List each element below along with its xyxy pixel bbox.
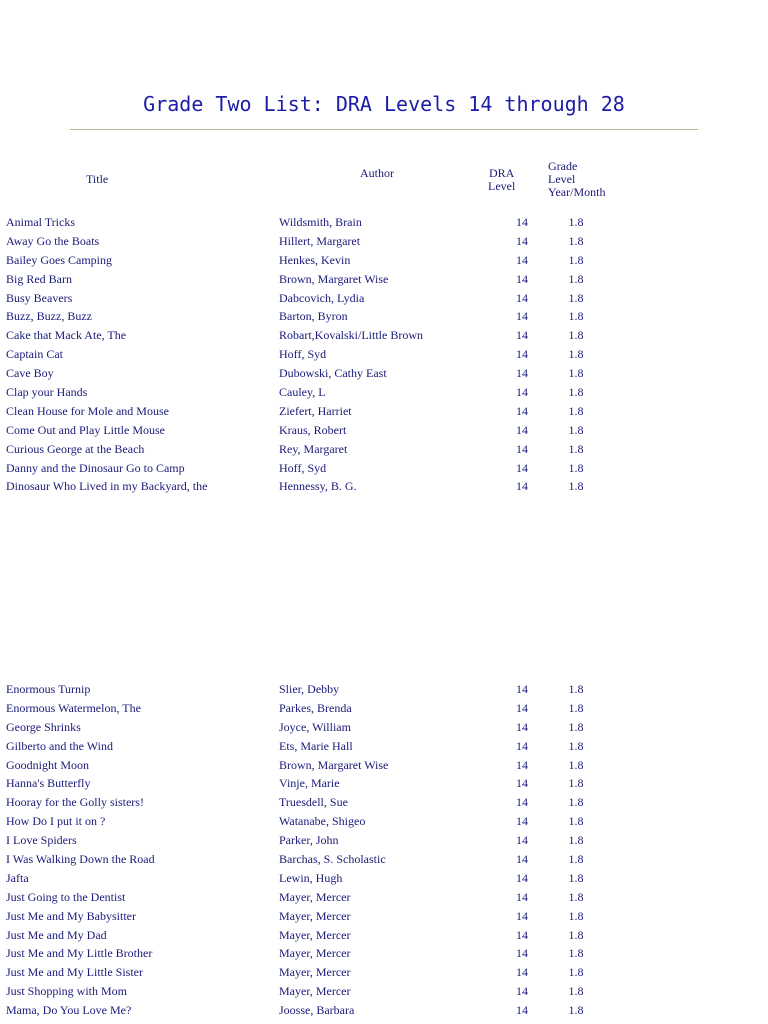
dra-level: 14 <box>516 833 528 848</box>
dra-level: 14 <box>516 908 528 923</box>
book-title: Hanna's Butterfly <box>6 776 91 791</box>
grade-level: 1.8 <box>568 347 584 362</box>
book-title: Goodnight Moon <box>6 757 90 772</box>
dra-level: 14 <box>516 309 528 324</box>
table-row <box>0 756 768 775</box>
book-title: Enormous Watermelon, The <box>6 700 141 715</box>
table-row <box>0 793 768 812</box>
column-header-author: Author <box>360 166 394 180</box>
dra-level: 14 <box>516 252 528 267</box>
table-row <box>0 459 768 478</box>
book-author: Parkes, Brenda <box>279 700 352 715</box>
grade-level: 1.8 <box>568 252 584 267</box>
book-title: Jafta <box>6 870 29 885</box>
grade-level: 1.8 <box>568 1003 584 1018</box>
grade-level: 1.8 <box>568 889 584 904</box>
book-author: Watanabe, Shigeo <box>279 814 366 829</box>
table-row <box>0 364 768 383</box>
book-title: Cave Boy <box>6 366 54 381</box>
grade-level: 1.8 <box>568 776 584 791</box>
grade-level: 1.8 <box>568 814 584 829</box>
dra-level: 14 <box>516 366 528 381</box>
grade-level: 1.8 <box>568 328 584 343</box>
book-title: Just Me and My Little Sister <box>6 965 143 980</box>
grade-level: 1.8 <box>568 833 584 848</box>
table-row <box>0 289 768 308</box>
book-author: Mayer, Mercer <box>279 946 351 961</box>
dra-level: 14 <box>516 1003 528 1018</box>
book-author: Barchas, S. Scholastic <box>279 852 386 867</box>
table-row <box>0 944 768 963</box>
grade-level: 1.8 <box>568 984 584 999</box>
table-row <box>0 345 768 364</box>
grade-level: 1.8 <box>568 700 584 715</box>
book-title: Mama, Do You Love Me? <box>6 1003 132 1018</box>
book-title: Just Me and My Babysitter <box>6 908 136 923</box>
dra-level: 14 <box>516 700 528 715</box>
dra-level: 14 <box>516 441 528 456</box>
book-title: I Love Spiders <box>6 833 77 848</box>
grade-level: 1.8 <box>568 870 584 885</box>
dra-level: 14 <box>516 215 528 229</box>
book-author: Mayer, Mercer <box>279 889 351 904</box>
grade-level: 1.8 <box>568 385 584 400</box>
column-header-grade-level: Grade Level Year/Month <box>548 159 606 199</box>
book-author: Ets, Marie Hall <box>279 738 353 753</box>
grade-level: 1.8 <box>568 441 584 456</box>
grade-level: 1.8 <box>568 403 584 418</box>
book-author: Dubowski, Cathy East <box>279 366 387 381</box>
book-author: Barton, Byron <box>279 309 348 324</box>
table-row <box>0 1001 768 1020</box>
book-title: Just Me and My Dad <box>6 927 107 942</box>
dra-level: 14 <box>516 479 528 494</box>
dra-level: 14 <box>516 738 528 753</box>
table-row <box>0 831 768 850</box>
dra-level: 14 <box>516 814 528 829</box>
table-row <box>0 383 768 402</box>
table-row <box>0 402 768 421</box>
dra-level: 14 <box>516 347 528 362</box>
dra-level: 14 <box>516 776 528 791</box>
book-title: Curious George at the Beach <box>6 441 145 456</box>
title-divider <box>70 129 698 130</box>
book-title: Buzz, Buzz, Buzz <box>6 309 92 324</box>
book-title: Enormous Turnip <box>6 682 91 696</box>
book-author: Truesdell, Sue <box>279 795 348 810</box>
dra-level: 14 <box>516 965 528 980</box>
book-title: Just Me and My Little Brother <box>6 946 153 961</box>
grade-level: 1.8 <box>568 422 584 437</box>
dra-level: 14 <box>516 290 528 305</box>
table-row <box>0 477 768 496</box>
grade-level: 1.8 <box>568 908 584 923</box>
grade-level: 1.8 <box>568 309 584 324</box>
dra-level: 14 <box>516 984 528 999</box>
book-author: Ziefert, Harriet <box>279 403 352 418</box>
book-title: Danny and the Dinosaur Go to Camp <box>6 460 185 475</box>
table-row <box>0 737 768 756</box>
table-row <box>0 774 768 793</box>
book-title: Away Go the Boats <box>6 233 100 248</box>
table-row <box>0 421 768 440</box>
grade-level: 1.8 <box>568 946 584 961</box>
table-row <box>0 869 768 888</box>
dra-level: 14 <box>516 385 528 400</box>
book-author: Lewin, Hugh <box>279 870 343 885</box>
book-title: Clean House for Mole and Mouse <box>6 403 169 418</box>
dra-level: 14 <box>516 460 528 475</box>
book-author: Dabcovich, Lydia <box>279 290 365 305</box>
book-title: Just Going to the Dentist <box>6 889 126 904</box>
grade-level: 1.8 <box>568 757 584 772</box>
book-title: Clap your Hands <box>6 385 88 400</box>
book-author: Wildsmith, Brain <box>279 215 362 229</box>
table-row <box>0 213 768 232</box>
table-row <box>0 251 768 270</box>
book-author: Robart,Kovalski/Little Brown <box>279 328 423 343</box>
grade-level: 1.8 <box>568 738 584 753</box>
book-author: Brown, Margaret Wise <box>279 757 389 772</box>
table-row <box>0 680 768 699</box>
book-title: Just Shopping with Mom <box>6 984 128 999</box>
book-list-section-1 <box>0 213 768 496</box>
table-row <box>0 440 768 459</box>
table-row <box>0 907 768 926</box>
dra-level: 14 <box>516 795 528 810</box>
book-title: Bailey Goes Camping <box>6 252 112 267</box>
book-author: Mayer, Mercer <box>279 984 351 999</box>
book-author: Joosse, Barbara <box>279 1003 355 1018</box>
dra-level: 14 <box>516 682 528 696</box>
grade-level: 1.8 <box>568 233 584 248</box>
table-row <box>0 812 768 831</box>
book-title: I Was Walking Down the Road <box>6 852 155 867</box>
book-list-section-2 <box>0 680 768 1020</box>
dra-level: 14 <box>516 422 528 437</box>
grade-level: 1.8 <box>568 366 584 381</box>
book-title: Hooray for the Golly sisters! <box>6 795 144 810</box>
grade-level: 1.8 <box>568 795 584 810</box>
column-header-title: Title <box>86 172 109 186</box>
book-author: Hoff, Syd <box>279 460 327 475</box>
book-author: Parker, John <box>279 833 339 848</box>
book-title: Captain Cat <box>6 347 63 362</box>
book-author: Henkes, Kevin <box>279 252 351 267</box>
book-author: Mayer, Mercer <box>279 965 351 980</box>
table-row <box>0 982 768 1001</box>
book-title: Animal Tricks <box>6 215 76 229</box>
book-author: Slier, Debby <box>279 682 340 696</box>
dra-level: 14 <box>516 927 528 942</box>
table-row <box>0 326 768 345</box>
grade-level: 1.8 <box>568 271 584 286</box>
book-author: Rey, Margaret <box>279 441 348 456</box>
table-row <box>0 963 768 982</box>
dra-level: 14 <box>516 757 528 772</box>
dra-level: 14 <box>516 889 528 904</box>
dra-level: 14 <box>516 328 528 343</box>
book-author: Brown, Margaret Wise <box>279 271 389 286</box>
book-title: Busy Beavers <box>6 290 73 305</box>
dra-level: 14 <box>516 403 528 418</box>
book-author: Vinje, Marie <box>279 776 340 791</box>
grade-level: 1.8 <box>568 927 584 942</box>
table-row <box>0 850 768 869</box>
column-header-dra-level: DRA Level <box>488 166 516 193</box>
table-row <box>0 926 768 945</box>
page-title: Grade Two List: DRA Levels 14 through 28 <box>143 92 625 116</box>
grade-level: 1.8 <box>568 460 584 475</box>
book-title: Big Red Barn <box>6 271 72 286</box>
book-author: Hoff, Syd <box>279 347 327 362</box>
grade-level: 1.8 <box>568 290 584 305</box>
dra-level: 14 <box>516 852 528 867</box>
book-author: Hillert, Margaret <box>279 233 361 248</box>
table-row <box>0 307 768 326</box>
book-author: Mayer, Mercer <box>279 908 351 923</box>
book-title: Cake that Mack Ate, The <box>6 328 127 343</box>
dra-level: 14 <box>516 719 528 734</box>
grade-level: 1.8 <box>568 479 584 494</box>
book-title: Come Out and Play Little Mouse <box>6 422 165 437</box>
table-row <box>0 718 768 737</box>
book-author: Kraus, Robert <box>279 422 347 437</box>
dra-level: 14 <box>516 233 528 248</box>
book-title: George Shrinks <box>6 719 81 734</box>
table-row <box>0 270 768 289</box>
dra-level: 14 <box>516 271 528 286</box>
grade-level: 1.8 <box>568 719 584 734</box>
table-row <box>0 888 768 907</box>
table-row <box>0 232 768 251</box>
book-title: How Do I put it on ? <box>6 814 106 829</box>
book-title: Gilberto and the Wind <box>6 738 113 753</box>
dra-level: 14 <box>516 946 528 961</box>
dra-level: 14 <box>516 870 528 885</box>
grade-level: 1.8 <box>568 965 584 980</box>
table-row <box>0 699 768 718</box>
book-title: Dinosaur Who Lived in my Backyard, the <box>6 479 208 494</box>
grade-level: 1.8 <box>568 215 584 229</box>
book-author: Hennessy, B. G. <box>279 479 357 494</box>
book-author: Mayer, Mercer <box>279 927 351 942</box>
book-author: Joyce, William <box>279 719 351 734</box>
grade-level: 1.8 <box>568 682 584 696</box>
grade-level: 1.8 <box>568 852 584 867</box>
book-author: Cauley, L <box>279 385 326 400</box>
